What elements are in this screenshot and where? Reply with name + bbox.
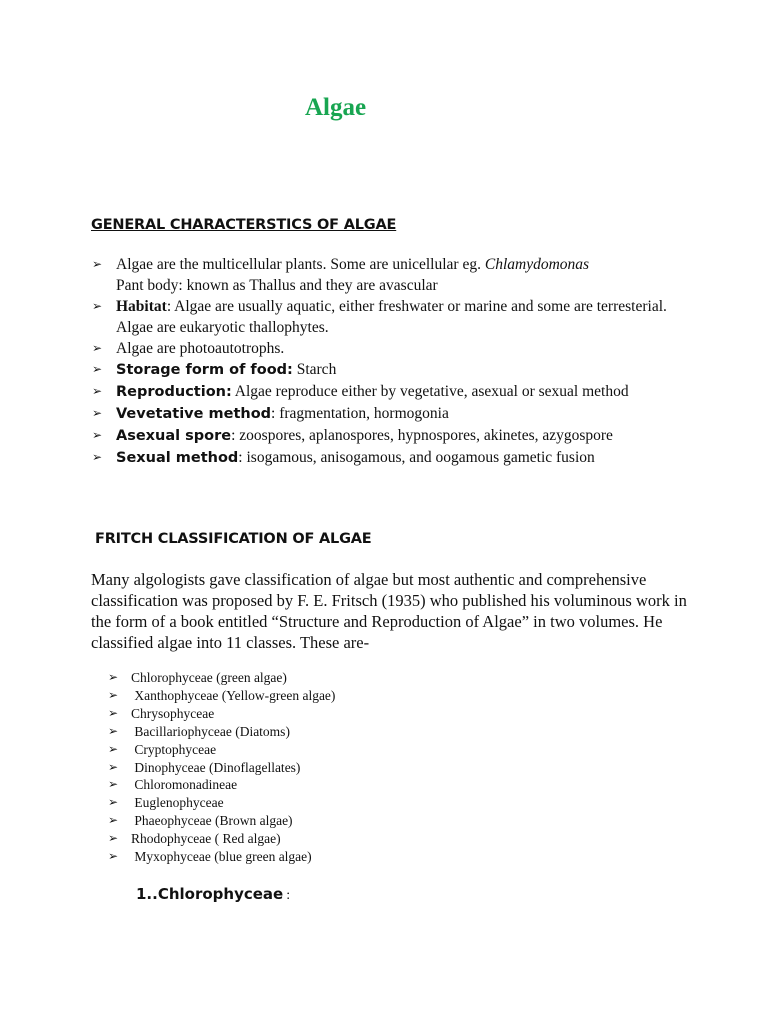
arrow-bullet-icon: ➢ [92,428,103,442]
list-item-continuation: Pant body: known as Thallus and they are avascular [116,277,438,294]
list-item-text: Algae reproduce either by vegetative, asexual or sexual method [231,383,629,400]
list-item [108,848,335,866]
list-item [108,830,335,848]
list-item-label: Storage form of food: [116,362,293,378]
arrow-bullet-icon: ➢ [92,384,103,398]
list-item-label: Vevetative method [116,406,272,422]
section-heading-fritch-classification: FRITCH CLASSIFICATION OF ALGAE [95,531,372,547]
list-item [91,425,691,447]
list-item [91,381,691,403]
algae-classes-list [108,669,335,866]
class-name: Phaeophyceae (Brown algae) [131,813,293,829]
list-item-text: : fragmentation, hormogonia [271,405,449,422]
list-item-text: Algae are photoautotrophs. [116,340,285,357]
arrow-bullet-icon: ➢ [108,741,119,756]
class-name: Xanthophyceae (Yellow-green algae) [131,687,336,703]
list-item-label: Asexual spore [116,428,232,444]
list-item [108,794,335,812]
class-name: Myxophyceae (blue green algae) [131,849,312,865]
class-name: Chlorophyceae (green algae) [131,670,287,685]
class-name: Chrysophyceae [131,705,215,721]
list-item [108,776,335,794]
subsection-heading-colon: : [286,888,291,903]
list-item-text: : isogamous, anisogamous, and oogamous gametic fusion [238,449,595,466]
arrow-bullet-icon: ➢ [108,777,119,792]
section-heading-general-characteristics: GENERAL CHARACTERSTICS OF ALGAE [91,217,397,233]
classification-paragraph: Many algologists gave classification of algae but most authentic and comprehensive classification was proposed by F. E. Fritsch (1935) who published his voluminous work in the form of a book entitled “Structure and Reproduction of Algae” in two volumes. He classified algae into 11 classes. These are- [91,570,687,652]
list-item [91,338,691,359]
arrow-bullet-icon: ➢ [108,813,119,828]
list-item [91,447,691,469]
list-item [108,723,335,741]
arrow-bullet-icon: ➢ [108,705,119,720]
list-item-italic: Chlamydomonas [484,256,590,273]
list-item [108,687,335,705]
class-name: Euglenophyceae [131,795,224,811]
arrow-bullet-icon: ➢ [92,299,103,313]
list-item-continuation: Algae are eukaryotic thallophytes. [116,319,329,336]
list-item [91,296,691,338]
list-item-label: Habitat [116,298,167,315]
list-item-text: Starch [292,361,337,378]
arrow-bullet-icon: ➢ [108,687,119,702]
arrow-bullet-icon: ➢ [108,831,119,846]
arrow-bullet-icon: ➢ [108,759,119,774]
class-name: Cryptophyceae [131,741,217,757]
class-name: Dinophyceae (Dinoflagellates) [131,759,301,775]
arrow-bullet-icon: ➢ [92,257,103,271]
list-item-text: Algae are the multicellular plants. Some are unicellular eg. [116,256,485,273]
list-item [91,359,691,381]
list-item [91,403,691,425]
subsection-heading-chlorophyceae [136,885,290,904]
list-item [108,705,335,723]
class-name: Chloromonadineae [131,777,238,793]
arrow-bullet-icon: ➢ [92,406,103,420]
arrow-bullet-icon: ➢ [92,362,103,376]
arrow-bullet-icon: ➢ [92,450,103,464]
list-item [91,254,691,296]
list-item [108,759,335,777]
list-item-text: : Algae are usually aquatic, either freshwater or marine and some are terresterial. [166,298,667,315]
arrow-bullet-icon: ➢ [108,849,119,864]
arrow-bullet-icon: ➢ [108,670,119,684]
list-item [108,669,335,687]
list-item-label: Reproduction: [116,384,232,400]
list-item [108,741,335,759]
class-name: Rhodophyceae ( Red algae) [131,831,281,847]
arrow-bullet-icon: ➢ [92,341,103,355]
class-name: Bacillariophyceae (Diatoms) [131,723,290,739]
characteristics-list [91,254,691,469]
arrow-bullet-icon: ➢ [108,723,119,738]
list-item-text: : zoospores, aplanospores, hypnospores, akinetes, azygospore [231,427,613,444]
list-item [108,812,335,830]
arrow-bullet-icon: ➢ [108,795,119,810]
subsection-heading-text: 1..Chlorophyceae [136,885,284,903]
page-title: Algae [305,94,367,121]
list-item-label: Sexual method [116,450,239,466]
